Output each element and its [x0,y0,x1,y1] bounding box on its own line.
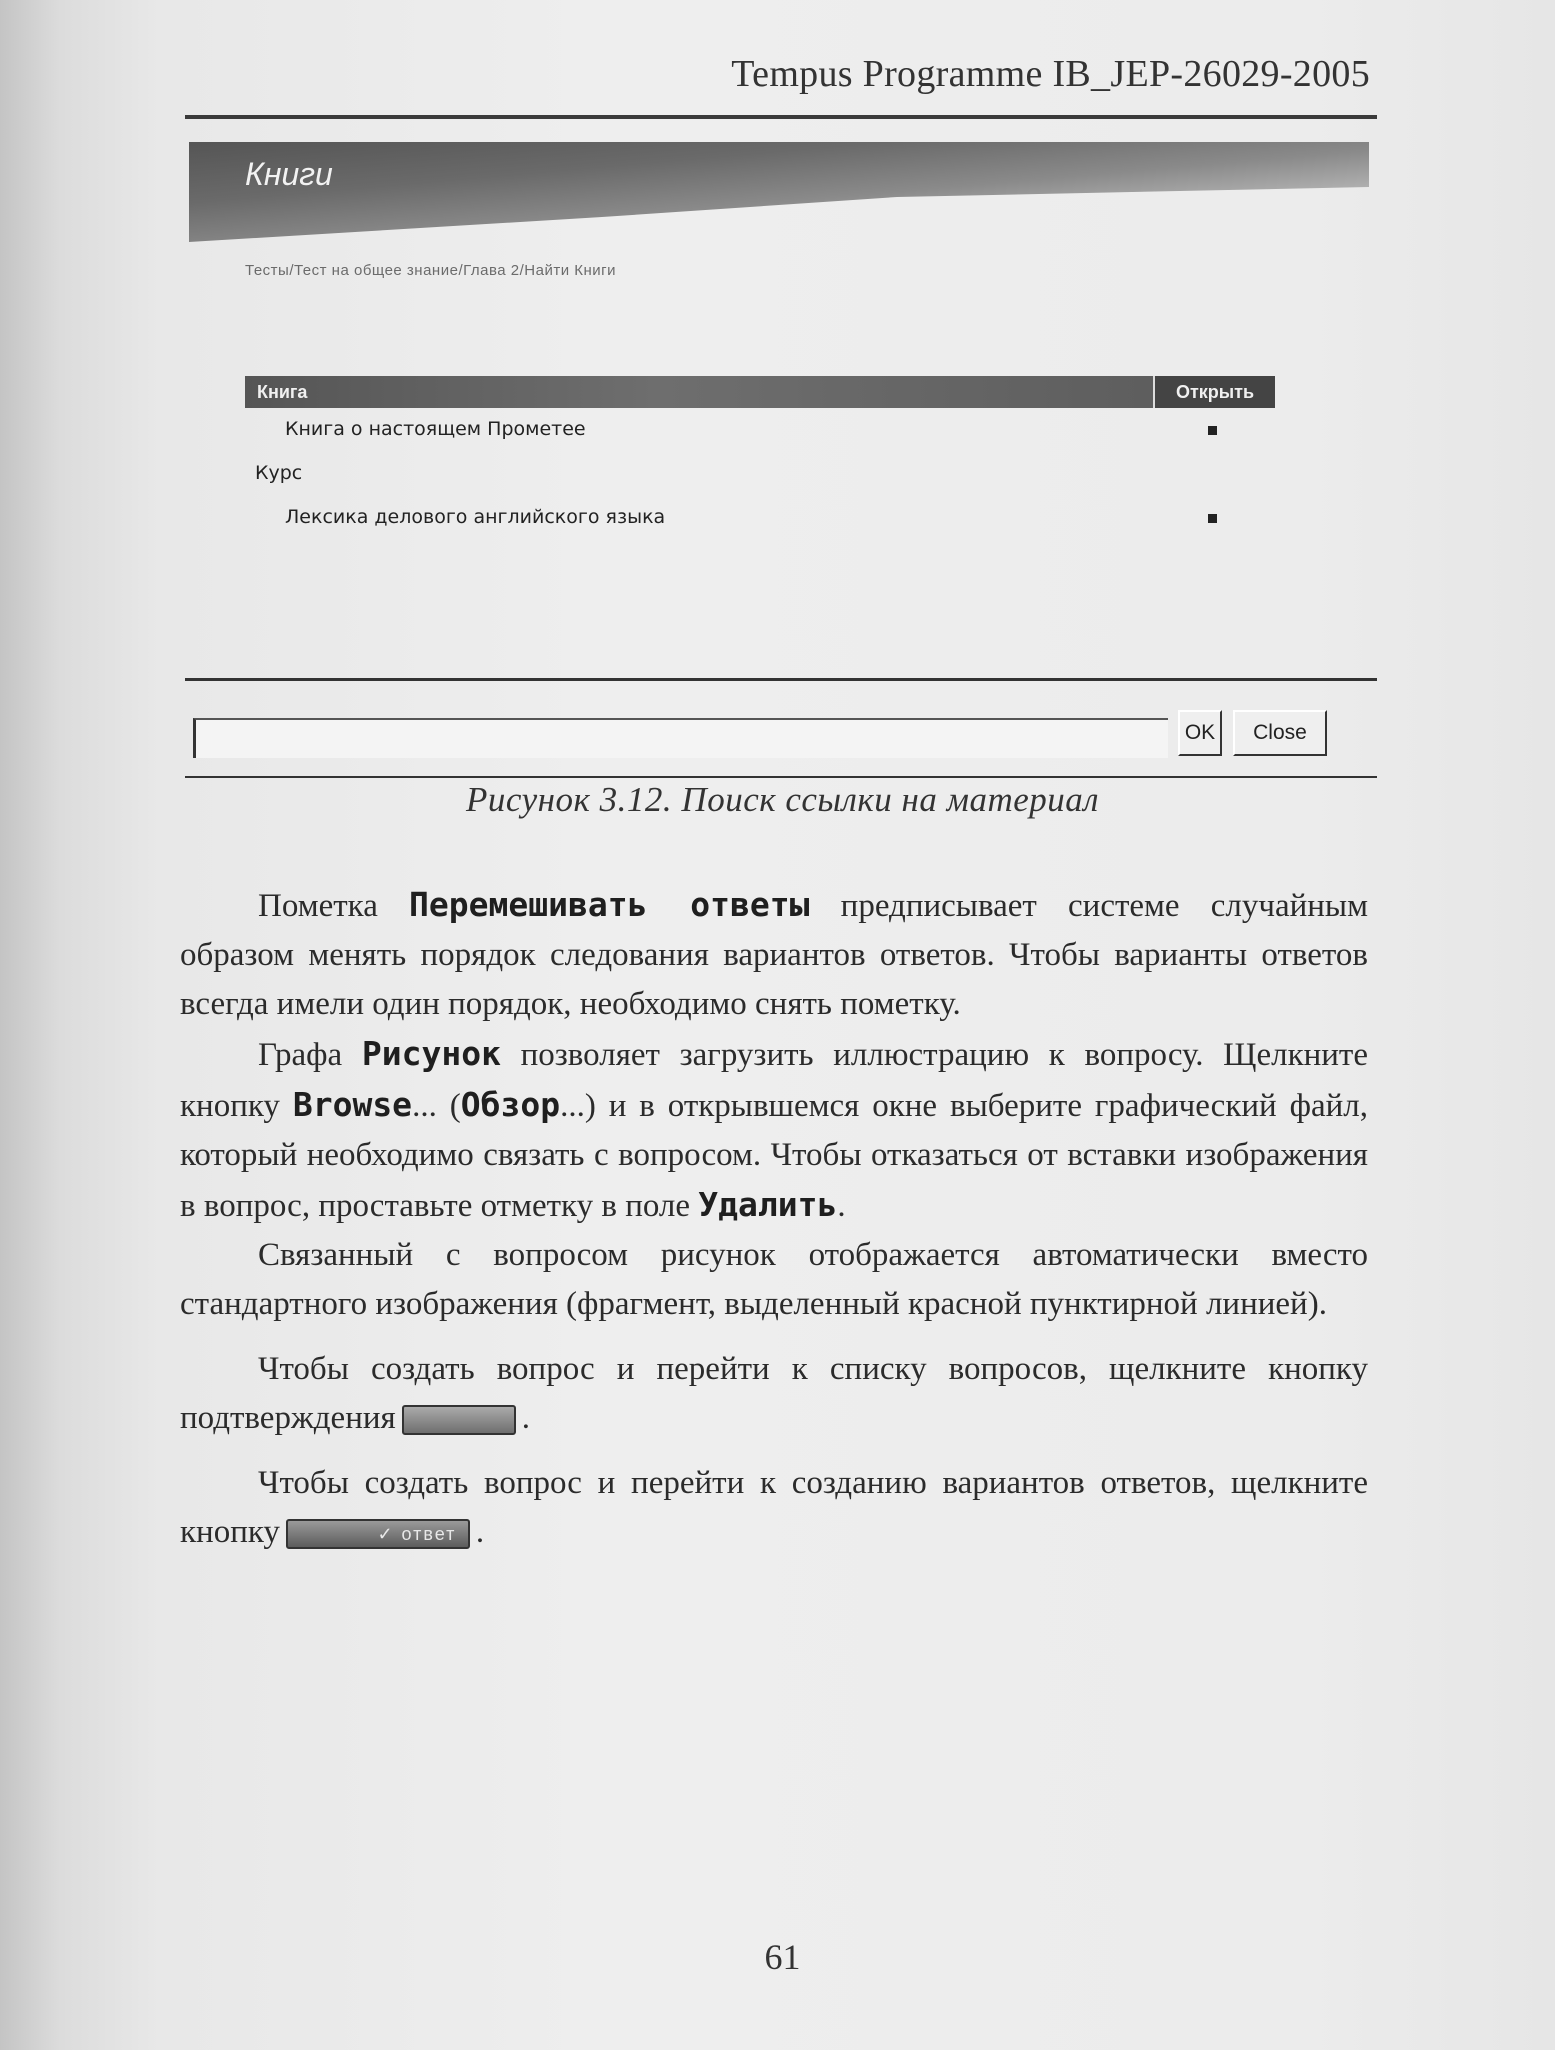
open-icon[interactable] [1208,514,1217,523]
running-head: Tempus Programme IB_JEP-26029-2005 [731,53,1370,95]
column-header-book: Книга [257,382,308,402]
page-number: 61 [764,1937,801,1977]
ok-button[interactable]: OK [1178,710,1222,756]
table-row[interactable] [245,496,1275,540]
text-run: ...) и в открывшемся окне выберите графический файл, который необходимо связать с вопросом. Чтобы отказаться от вставки изображения в вопрос, проставьте отметку в поле [180,1088,1368,1224]
text-run: Связанный с вопросом рисунок отображается автоматически вместо стандартного изображения (фрагмент, выделенный красной пунктирной линией). [180,1237,1368,1322]
text-run: . [521,1400,530,1436]
text-run: . [475,1514,485,1550]
button-name: Обзор [460,1085,561,1124]
close-button[interactable]: Close [1233,710,1327,756]
screenshot-figure [185,140,1377,780]
answer-button-image: ✓ ответ [286,1519,470,1549]
figure-banner [189,142,1369,242]
text-run: Чтобы создать вопрос и перейти к списку вопросов, щелкните кнопку подтверждения [180,1351,1368,1436]
text-run: ... ( [412,1088,461,1124]
figure-divider [185,678,1377,681]
group-label: Курс [255,462,303,484]
figure-breadcrumb: Тесты/Тест на общее знание/Глава 2/Найти Книги [245,262,617,279]
paragraph [180,1231,1368,1329]
text-run: . [837,1188,846,1224]
text-run: Чтобы создать вопрос и перейти к созданию вариантов ответов, щелкните кнопку [180,1465,1368,1550]
confirm-button-image [402,1405,516,1435]
open-icon[interactable] [1208,426,1217,435]
paragraph [180,1029,1368,1231]
text-run: позволяет загрузить иллюстрацию к вопросу. Щелкните кнопку [180,1037,1368,1124]
status-input[interactable] [193,718,1168,758]
header-rule [185,115,1377,119]
figure-caption: Рисунок 3.12. Поиск ссылки на материал [465,780,1100,819]
figure-table [245,376,1275,540]
table-row[interactable] [245,408,1275,452]
table-row [245,452,1275,496]
figure-bottom-rule [185,776,1377,778]
figure-title: Книги [245,156,333,192]
option-name: Перемешивать ответы [409,885,810,924]
table-header [245,376,1275,408]
text-run: предписывает системе случайным образом менять порядок следования вариантов ответов. Чтобы варианты ответов всегда имели один порядок, необходимо снять пометку. [180,888,1368,1022]
text-run: Графа [258,1037,362,1073]
paragraph [180,880,1368,1029]
book-title: Книга о настоящем Прометее [285,418,586,440]
body-text [180,880,1368,1557]
field-name: Удалить [698,1185,838,1224]
text-run: Пометка [258,888,410,924]
column-header-open: Открыть [1153,376,1275,408]
paragraph [180,1345,1368,1443]
book-title: Лексика делового английского языка [285,506,666,528]
button-name: Browse [292,1085,413,1124]
field-name: Рисунок [361,1034,501,1073]
paragraph [180,1459,1368,1557]
